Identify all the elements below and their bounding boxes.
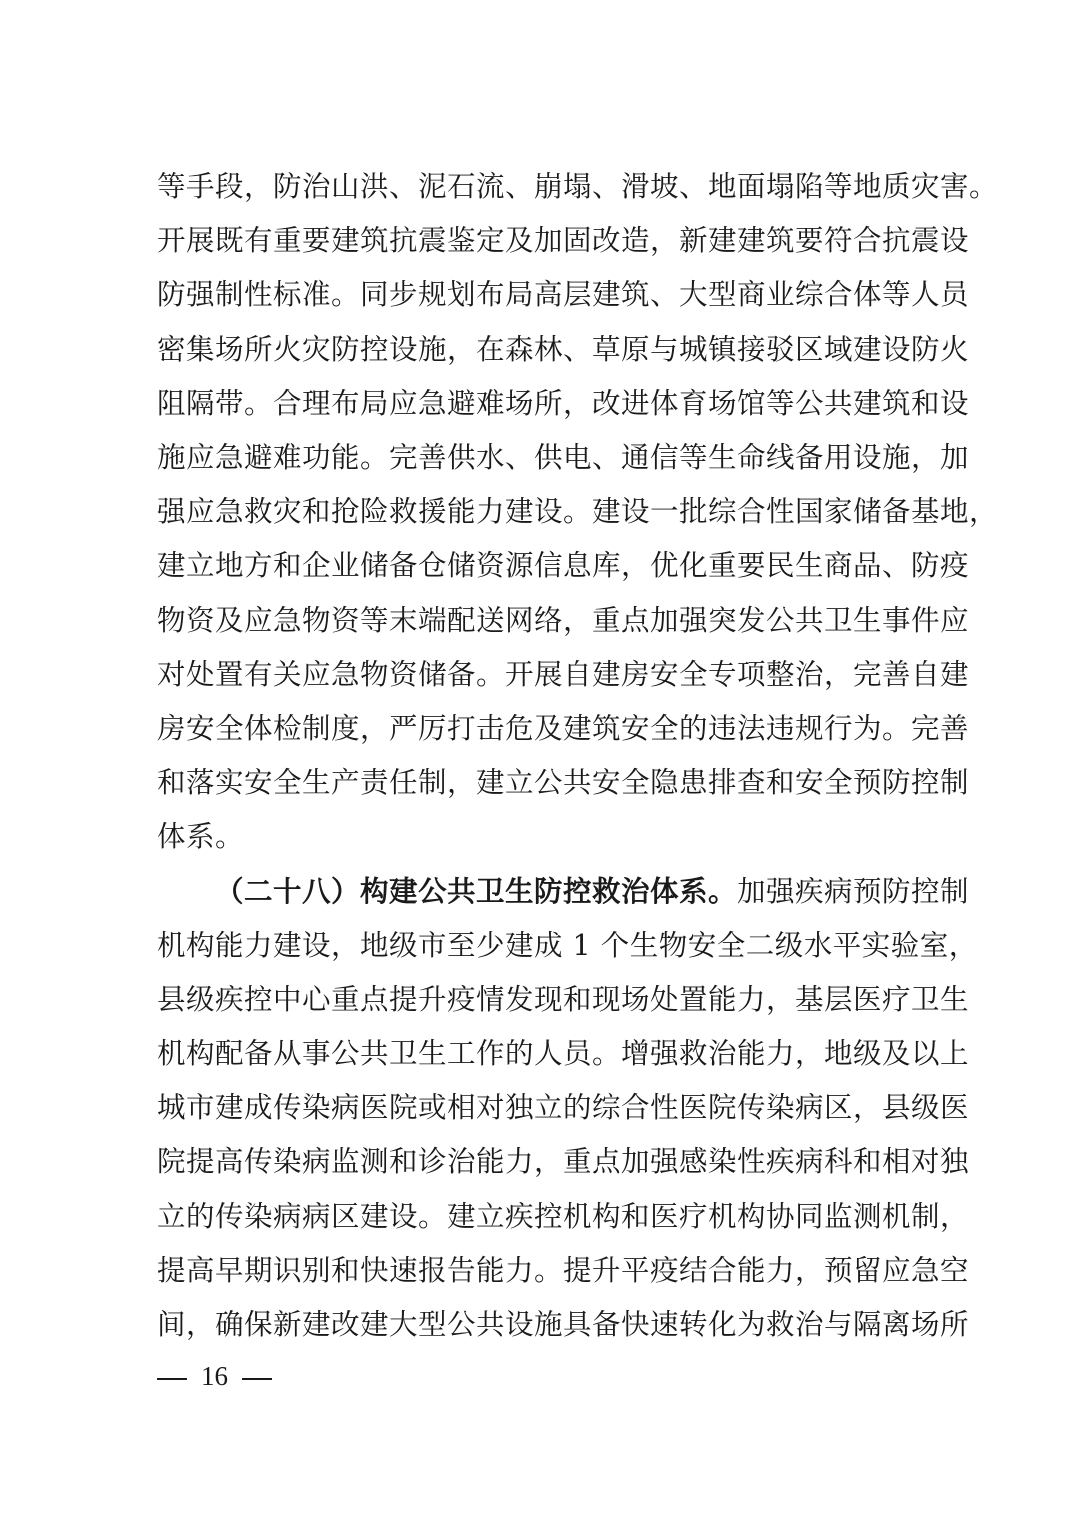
text-line: 防强制性标准。同步规划布局高层建筑、大型商业综合体等人员 [157,278,970,312]
text-line: 施应急避难功能。完善供水、供电、通信等生命线备用设施，加 [157,440,970,474]
text-line: 县级疾控中心重点提升疫情发现和现场处置能力，基层医疗卫生 [157,982,970,1016]
paragraph-first-line [157,864,970,918]
text-line: 立的传染病病区建设。建立疾控机构和医疗机构协同监测机制， [157,1199,970,1233]
text-line: 房安全体检制度，严厉打击危及建筑安全的违法违规行为。完善 [157,711,970,745]
text-line: 阻隔带。合理布局应急避难场所，改进体育场馆等公共建筑和设 [157,386,970,420]
left-dash [157,1378,187,1380]
text-line: 机构能力建设，地级市至少建成 1 个生物安全二级水平实验室， [157,928,978,962]
text-line: 体系。 [157,820,245,854]
text-line: 密集场所火灾防控设施，在森林、草原与城镇接驳区域建设防火 [157,332,970,366]
text-line: 开展既有重要建筑抗震鉴定及加固改造，新建建筑要符合抗震设 [157,224,970,258]
text-line: 物资及应急物资等末端配送网络，重点加强突发公共卫生事件应 [157,603,970,637]
text-line: 和落实安全生产责任制，建立公共安全隐患排查和安全预防控制 [157,766,970,800]
text-line: 强应急救灾和抢险救援能力建设。建设一批综合性国家储备基地， [157,495,999,529]
page-number: 16 [201,1361,228,1391]
text-line: 间，确保新建改建大型公共设施具备快速转化为救治与隔离场所 [157,1307,970,1341]
text-line: 等手段，防治山洪、泥石流、崩塌、滑坡、地面塌陷等地质灾害。 [157,170,999,203]
text-line: 城市建成传染病医院或相对独立的综合性医院传染病区，县级医 [157,1091,970,1125]
text-line: 建立地方和企业储备仓储资源信息库，优化重要民生商品、防疫 [157,549,970,583]
body-text [157,160,999,1352]
text-line: 提高早期识别和快速报告能力。提升平疫结合能力，预留应急空 [157,1253,970,1287]
right-dash [242,1378,272,1380]
page-footer [157,1356,272,1396]
text-line: 对处置有关应急物资储备。开展自建房安全专项整治，完善自建 [157,657,970,691]
heading-continuation: 加强疾病预防控制 [737,875,970,909]
paragraph-disaster-prevention [157,160,999,864]
section-heading: （二十八）构建公共卫生防控救治体系。 [215,874,738,909]
paragraph-public-health [157,864,978,1352]
text-line: 机构配备从事公共卫生工作的人员。增强救治能力，地级及以上 [157,1037,970,1070]
text-line: 院提高传染病监测和诊治能力，重点加强感染性疾病科和相对独 [157,1145,970,1179]
